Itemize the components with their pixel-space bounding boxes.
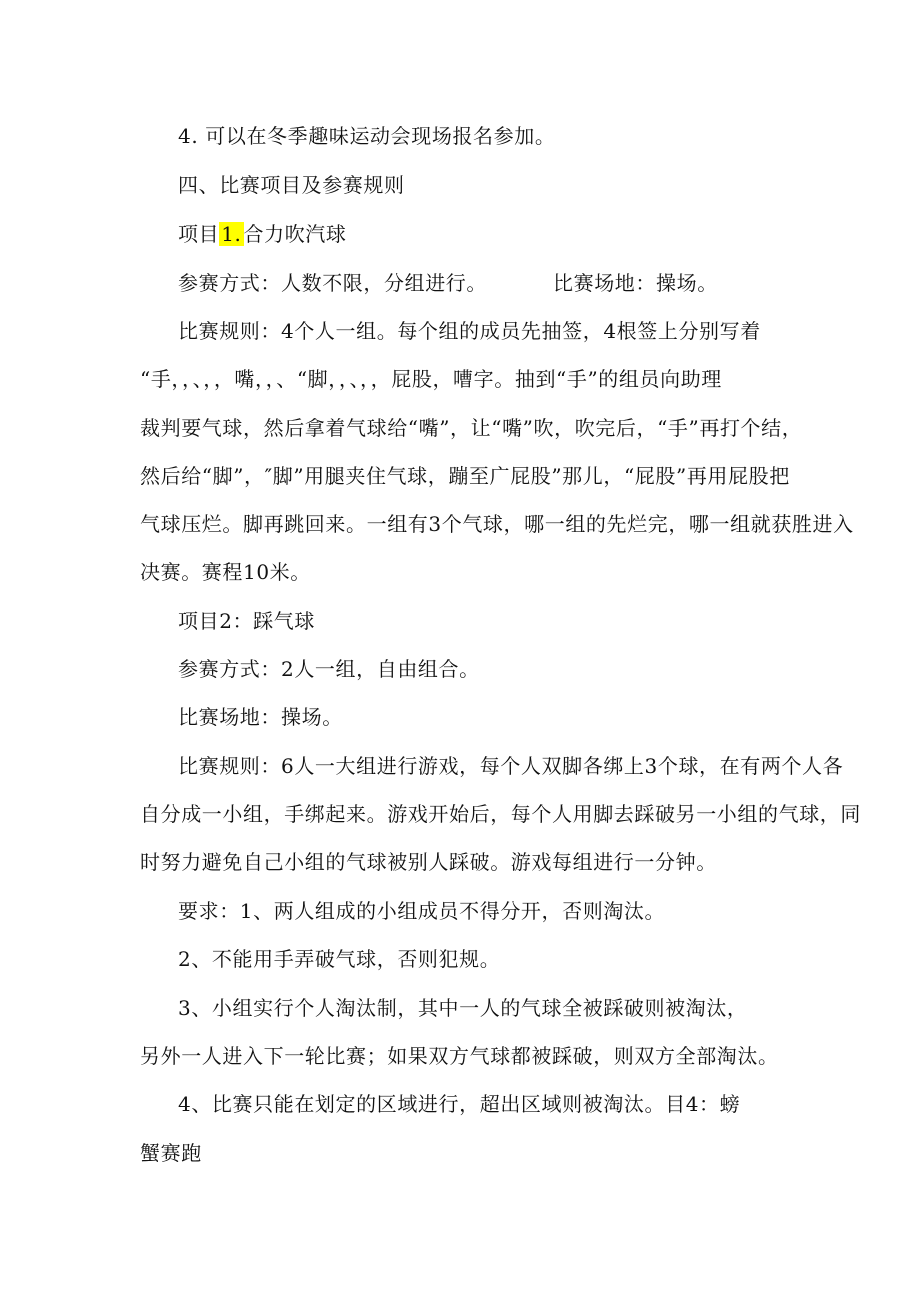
item1-rules-line: 决赛。赛程10米。	[140, 560, 311, 584]
item1-rules-line: 裁判要气球，然后拿着气球给“嘴”，让“嘴”吹，吹完后，“手”再打个结，	[140, 416, 803, 440]
item2-rules-line: 自分成一小组，手绑起来。游戏开始后，每个人用脚去踩破另一小组的气球，同	[140, 802, 861, 826]
requirement-4-line: 蟹赛跑	[140, 1141, 202, 1165]
item1-rules-line: 然后给“脚”，″脚”用腿夹住气球，蹦至广屁股”那儿，“屁股”再用屁股把	[140, 464, 790, 488]
item2-mode: 参赛方式：2人一组，自由组合。	[178, 657, 480, 681]
item1-rules-line: “手，，、，，嘴，，、“脚，，、，，屁股，嘈字。抽到“手”的组员向助理	[140, 367, 722, 391]
item1-title-prefix: 项目	[178, 222, 220, 246]
requirement-1: 要求：1、两人组成的小组成员不得分开，否则淘汰。	[178, 899, 666, 923]
item1-rules-line: 比赛规则：4个人一组。每个组的成员先抽签，4根签上分别写着	[178, 319, 761, 343]
item2-title: 项目2：踩气球	[178, 609, 315, 633]
requirement-2: 2、不能用手弄破气球，否则犯规。	[178, 947, 501, 971]
item1-title	[178, 220, 347, 248]
item1-title-suffix: 合力吹汽球	[243, 222, 347, 246]
highlighted-number: 1.	[221, 222, 242, 246]
item2-rules-line: 时努力避免自己小组的气球被别人踩破。游戏每组进行一分钟。	[140, 850, 717, 874]
registration-item-4: 4. 可以在冬季趣味运动会现场报名参加。	[178, 124, 556, 148]
section-heading: 四、比赛项目及参赛规则	[178, 173, 405, 197]
item2-rules-line: 比赛规则：6人一大组进行游戏，每个人双脚各绑上3个球，在有两个人各	[178, 754, 844, 778]
item1-rules-line: 气球压烂。脚再跳回来。一组有3个气球，哪一组的先烂完，哪一组就获胜进入	[140, 512, 854, 536]
item1-venue: 比赛场地：操场。	[553, 271, 718, 295]
requirement-4-line: 4、比赛只能在划定的区域进行，超出区域则被淘汰。目4：螃	[178, 1092, 741, 1116]
item2-venue: 比赛场地：操场。	[178, 705, 343, 729]
item1-mode: 参赛方式：人数不限，分组进行。	[178, 271, 487, 295]
requirement-3-line: 3、小组实行个人淘汰制，其中一人的气球全被踩破则被淘汰，	[178, 996, 748, 1020]
requirement-3-line: 另外一人进入下一轮比赛；如果双方气球都被踩破，则双方全部淘汰。	[140, 1044, 779, 1068]
